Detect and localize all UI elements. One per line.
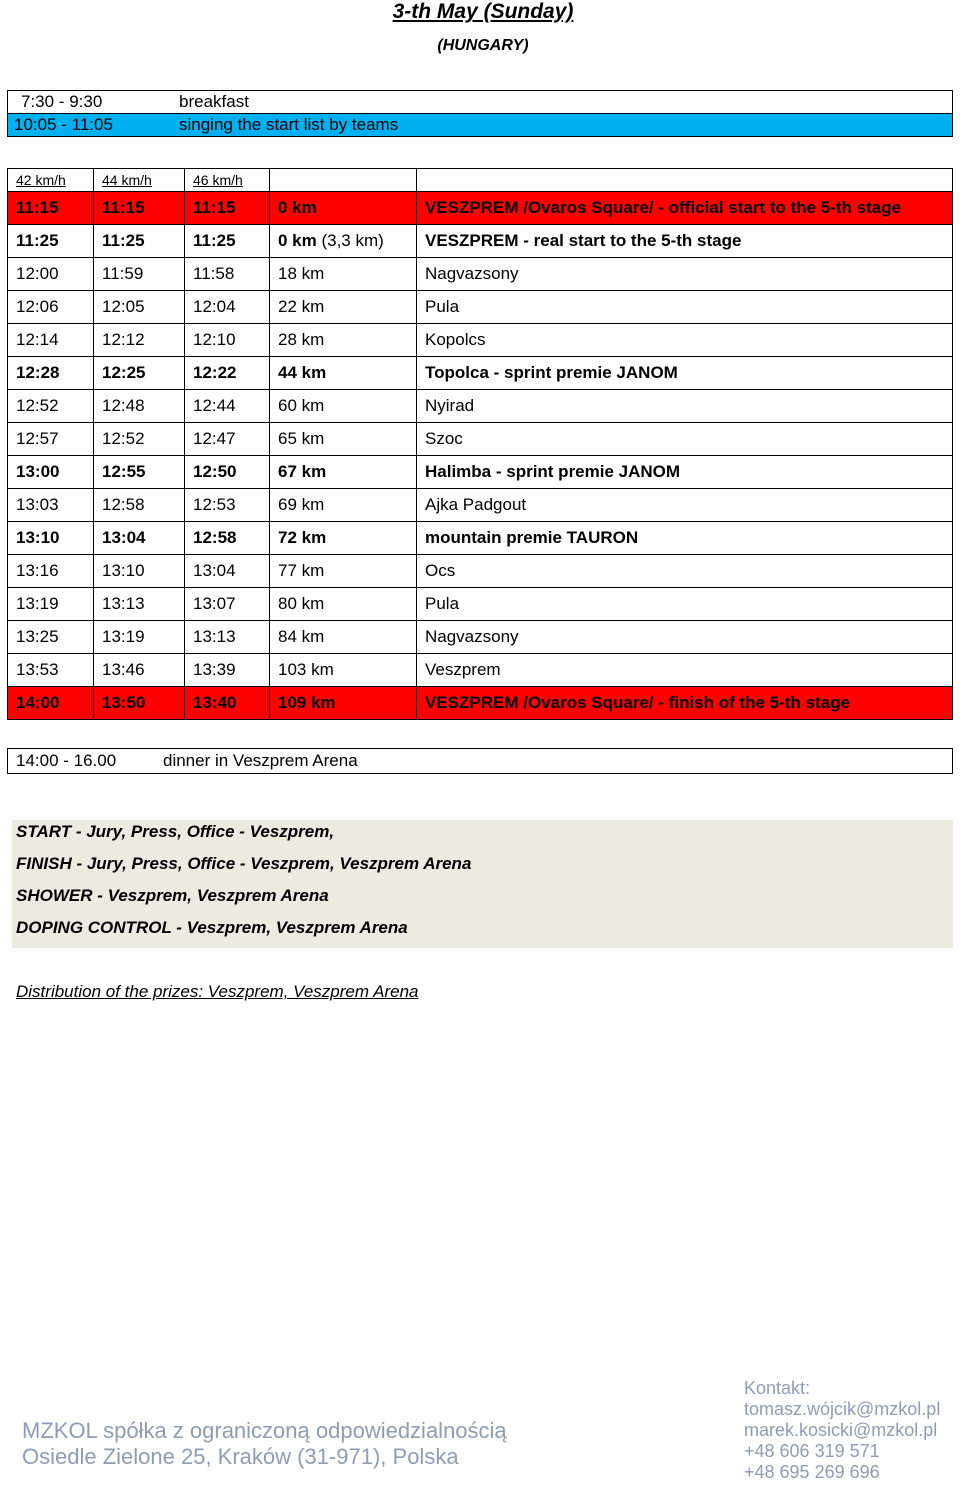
place-header bbox=[417, 169, 953, 192]
distance-km: 18 km bbox=[278, 264, 325, 283]
place: VESZPREM /Ovaros Square/ - finish of the 5-th stage bbox=[417, 687, 953, 720]
schedule-row bbox=[8, 91, 953, 114]
time-42: 13:53 bbox=[8, 654, 94, 687]
time-46: 12:04 bbox=[185, 291, 270, 324]
schedule-row-highlighted bbox=[8, 114, 953, 137]
dinner-row-table bbox=[7, 748, 953, 774]
schedule-time: 7:30 - 9:30 bbox=[21, 92, 103, 111]
daily-schedule-table bbox=[7, 90, 953, 137]
time-42: 11:25 bbox=[8, 225, 94, 258]
time-46: 12:50 bbox=[185, 456, 270, 489]
distance bbox=[270, 258, 417, 291]
place: Ocs bbox=[417, 555, 953, 588]
distance-km: 0 km bbox=[278, 198, 317, 217]
info-shower: SHOWER - Veszprem, Veszprem Arena bbox=[16, 886, 329, 905]
distance bbox=[270, 621, 417, 654]
place: Nagvazsony bbox=[417, 258, 953, 291]
dinner-activity: dinner in Veszprem Arena bbox=[163, 749, 953, 774]
time-44: 12:05 bbox=[94, 291, 185, 324]
timetable-row bbox=[8, 258, 953, 291]
distance-km: 67 km bbox=[278, 462, 327, 481]
speed-header-46: 46 km/h bbox=[185, 169, 270, 192]
distance bbox=[270, 357, 417, 390]
timetable-header-row bbox=[8, 169, 953, 192]
time-46: 11:58 bbox=[185, 258, 270, 291]
timetable-row bbox=[8, 357, 953, 390]
time-46: 12:58 bbox=[185, 522, 270, 555]
time-44: 13:46 bbox=[94, 654, 185, 687]
distance-km: 0 km bbox=[278, 231, 317, 250]
speed-header-44: 44 km/h bbox=[94, 169, 185, 192]
timetable-row bbox=[8, 456, 953, 489]
timetable-row bbox=[8, 555, 953, 588]
distance bbox=[270, 390, 417, 423]
time-44: 12:55 bbox=[94, 456, 185, 489]
company-address: Osiedle Zielone 25, Kraków (31-971), Polska bbox=[22, 1444, 459, 1469]
time-46: 11:25 bbox=[185, 225, 270, 258]
place: Nagvazsony bbox=[417, 621, 953, 654]
contact-phone-2: +48 695 269 696 bbox=[744, 1462, 880, 1482]
time-46: 12:44 bbox=[185, 390, 270, 423]
distance-km: 60 km bbox=[278, 396, 325, 415]
speed-header-42: 42 km/h bbox=[8, 169, 94, 192]
time-44: 13:04 bbox=[94, 522, 185, 555]
time-46: 13:13 bbox=[185, 621, 270, 654]
time-42: 12:57 bbox=[8, 423, 94, 456]
place: Pula bbox=[417, 588, 953, 621]
time-44: 13:19 bbox=[94, 621, 185, 654]
info-start: START - Jury, Press, Office - Veszprem, bbox=[16, 822, 335, 841]
contact-email-2[interactable]: marek.kosicki@mzkol.pl bbox=[744, 1420, 938, 1440]
schedule-time: 10:05 - 11:05 bbox=[8, 114, 180, 137]
time-44: 12:25 bbox=[94, 357, 185, 390]
time-42: 11:15 bbox=[8, 192, 94, 225]
distance-km: 28 km bbox=[278, 330, 325, 349]
timetable-row bbox=[8, 423, 953, 456]
distance-km: 77 km bbox=[278, 561, 325, 580]
time-44: 11:25 bbox=[94, 225, 185, 258]
time-46: 12:53 bbox=[185, 489, 270, 522]
timetable-row bbox=[8, 192, 953, 225]
timetable-row bbox=[8, 225, 953, 258]
company-name: MZKOL spółka z ograniczoną odpowiedzialnością bbox=[22, 1418, 507, 1443]
time-46: 11:15 bbox=[185, 192, 270, 225]
time-46: 12:22 bbox=[185, 357, 270, 390]
distance-km: 22 km bbox=[278, 297, 325, 316]
time-44: 13:13 bbox=[94, 588, 185, 621]
place: Nyirad bbox=[417, 390, 953, 423]
distance-km: 65 km bbox=[278, 429, 325, 448]
place: VESZPREM /Ovaros Square/ - official start to the 5-th stage bbox=[417, 192, 953, 225]
place: Veszprem bbox=[417, 654, 953, 687]
place: Szoc bbox=[417, 423, 953, 456]
timetable-row bbox=[8, 291, 953, 324]
distance bbox=[270, 489, 417, 522]
time-46: 12:47 bbox=[185, 423, 270, 456]
timetable-row bbox=[8, 654, 953, 687]
distance bbox=[270, 456, 417, 489]
distance bbox=[270, 522, 417, 555]
distance bbox=[270, 291, 417, 324]
time-42: 13:03 bbox=[8, 489, 94, 522]
time-44: 13:50 bbox=[94, 687, 185, 720]
distance bbox=[270, 225, 417, 258]
time-44: 12:12 bbox=[94, 324, 185, 357]
dinner-row bbox=[8, 749, 953, 774]
distance bbox=[270, 687, 417, 720]
distance-km: 103 km bbox=[278, 660, 334, 679]
time-44: 11:15 bbox=[94, 192, 185, 225]
time-46: 13:40 bbox=[185, 687, 270, 720]
info-doping: DOPING CONTROL - Veszprem, Veszprem Arena bbox=[16, 918, 408, 937]
timetable-row bbox=[8, 390, 953, 423]
timetable-row bbox=[8, 489, 953, 522]
schedule-activity: singing the start list by teams bbox=[179, 114, 953, 137]
distance-km: 72 km bbox=[278, 528, 327, 547]
contact-email-1[interactable]: tomasz.wójcik@mzkol.pl bbox=[744, 1399, 941, 1419]
time-42: 13:19 bbox=[8, 588, 94, 621]
distance-extra: (3,3 km) bbox=[316, 231, 384, 250]
time-46: 13:04 bbox=[185, 555, 270, 588]
place: VESZPREM - real start to the 5-th stage bbox=[417, 225, 953, 258]
distance-km: 80 km bbox=[278, 594, 325, 613]
info-finish: FINISH - Jury, Press, Office - Veszprem, Veszprem Arena bbox=[16, 854, 472, 873]
distance bbox=[270, 654, 417, 687]
timetable-row bbox=[8, 687, 953, 720]
time-44: 12:48 bbox=[94, 390, 185, 423]
distance-km: 109 km bbox=[278, 693, 336, 712]
time-42: 13:10 bbox=[8, 522, 94, 555]
time-42: 12:00 bbox=[8, 258, 94, 291]
place: Kopolcs bbox=[417, 324, 953, 357]
place: Halimba - sprint premie JANOM bbox=[417, 456, 953, 489]
time-42: 14:00 bbox=[8, 687, 94, 720]
time-44: 12:58 bbox=[94, 489, 185, 522]
contact-heading: Kontakt: bbox=[744, 1378, 811, 1398]
distance bbox=[270, 588, 417, 621]
time-46: 13:07 bbox=[185, 588, 270, 621]
time-42: 12:28 bbox=[8, 357, 94, 390]
time-42: 12:52 bbox=[8, 390, 94, 423]
timetable-row bbox=[8, 522, 953, 555]
timetable-row bbox=[8, 588, 953, 621]
time-44: 13:10 bbox=[94, 555, 185, 588]
prizes-note: Distribution of the prizes: Veszprem, Veszprem Arena bbox=[16, 982, 419, 1001]
time-42: 12:06 bbox=[8, 291, 94, 324]
distance bbox=[270, 423, 417, 456]
distance-km: 84 km bbox=[278, 627, 325, 646]
time-46: 13:39 bbox=[185, 654, 270, 687]
page-title: 3-th May (Sunday) bbox=[392, 0, 574, 23]
distance-km: 69 km bbox=[278, 495, 325, 514]
distance bbox=[270, 192, 417, 225]
dinner-time: 14:00 - 16.00 bbox=[8, 749, 164, 774]
time-42: 13:00 bbox=[8, 456, 94, 489]
info-box bbox=[12, 820, 953, 948]
place: mountain premie TAURON bbox=[417, 522, 953, 555]
schedule-activity: breakfast bbox=[179, 92, 249, 111]
time-42: 13:16 bbox=[8, 555, 94, 588]
contact-phone-1: +48 606 319 571 bbox=[744, 1441, 880, 1461]
page-subtitle: (HUNGARY) bbox=[437, 37, 529, 54]
time-42: 12:14 bbox=[8, 324, 94, 357]
time-44: 11:59 bbox=[94, 258, 185, 291]
contact-footer bbox=[744, 1378, 940, 1483]
place: Ajka Padgout bbox=[417, 489, 953, 522]
place: Topolca - sprint premie JANOM bbox=[417, 357, 953, 390]
timetable-row bbox=[8, 621, 953, 654]
distance bbox=[270, 324, 417, 357]
time-42: 13:25 bbox=[8, 621, 94, 654]
company-footer bbox=[22, 1418, 507, 1470]
time-46: 12:10 bbox=[185, 324, 270, 357]
place: Pula bbox=[417, 291, 953, 324]
distance bbox=[270, 555, 417, 588]
stage-timetable bbox=[7, 168, 953, 720]
distance-header bbox=[270, 169, 417, 192]
distance-km: 44 km bbox=[278, 363, 327, 382]
time-44: 12:52 bbox=[94, 423, 185, 456]
timetable-row bbox=[8, 324, 953, 357]
